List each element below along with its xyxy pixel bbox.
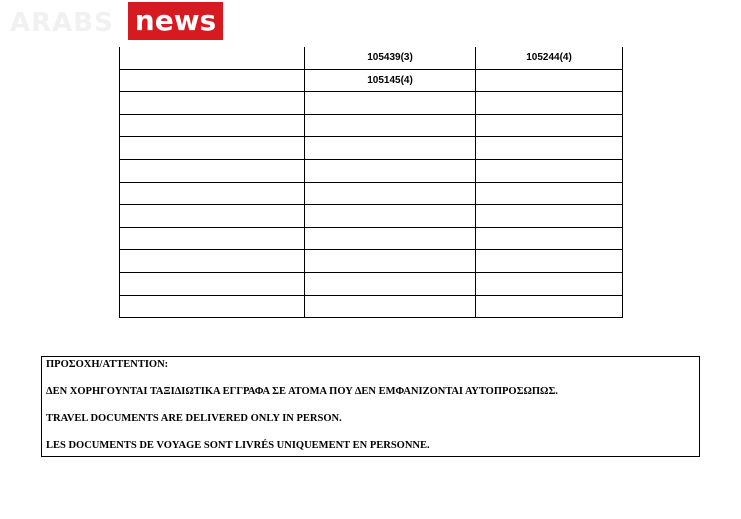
- table-cell: [476, 295, 623, 318]
- table-cell: [476, 92, 623, 115]
- logo-faded-text: ARABS: [10, 8, 114, 38]
- table-row: [120, 227, 623, 250]
- table-cell: [476, 69, 623, 92]
- table-cell: [305, 250, 476, 273]
- table-cell: 105439(3): [305, 47, 476, 69]
- attention-notice-box: [41, 356, 700, 457]
- table-cell: [305, 137, 476, 160]
- table-cell: [120, 92, 305, 115]
- table-cell: [305, 182, 476, 205]
- table-row: [120, 69, 623, 92]
- table-row: [120, 92, 623, 115]
- table-cell: [120, 250, 305, 273]
- table-row: [120, 137, 623, 160]
- logo-news-box: news: [128, 2, 223, 40]
- table-cell: [476, 250, 623, 273]
- table-cell: [120, 69, 305, 92]
- table-cell: [305, 114, 476, 137]
- table-row: [120, 47, 623, 69]
- table-cell: [120, 182, 305, 205]
- table-cell: [476, 137, 623, 160]
- arabs-news-logo: [4, 2, 224, 42]
- table-cell: [305, 205, 476, 228]
- notice-english-text: TRAVEL DOCUMENTS ARE DELIVERED ONLY IN PERSON.: [46, 413, 342, 424]
- table-row: [120, 182, 623, 205]
- table-cell: [120, 227, 305, 250]
- table-row: [120, 250, 623, 273]
- table-cell: [305, 272, 476, 295]
- table-cell: [120, 137, 305, 160]
- table-cell: [120, 47, 305, 69]
- table-cell: [120, 205, 305, 228]
- table-cell: [120, 272, 305, 295]
- table-cell: [120, 295, 305, 318]
- table-cell: [305, 159, 476, 182]
- table-cell: 105145(4): [305, 69, 476, 92]
- notice-greek-text: ΔΕΝ ΧΟΡΗΓΟΥΝΤΑΙ ΤΑΞΙΔΙΩΤΙΚΑ ΕΓΓΡΑΦΑ ΣΕ ΑΤΟΜΑ ΠΟΥ ΔΕΝ ΕΜΦΑΝΙΖΟΝΤΑΙ ΑΥΤΟΠΡΟΣΩΠΩΣ.: [46, 386, 558, 397]
- table-cell: [476, 114, 623, 137]
- table-cell: [120, 114, 305, 137]
- table-row: [120, 114, 623, 137]
- table-cell: [305, 227, 476, 250]
- table-cell: [476, 205, 623, 228]
- table-cell: [476, 227, 623, 250]
- table-cell: [305, 92, 476, 115]
- table-row: [120, 295, 623, 318]
- table-cell: 105244(4): [476, 47, 623, 69]
- table-cell: [305, 295, 476, 318]
- document-id-table: [119, 47, 623, 318]
- notice-heading: ΠΡΟΣΟΧΗ/ATTENTION:: [46, 359, 169, 370]
- notice-french-text: LES DOCUMENTS DE VOYAGE SONT LIVRÉS UNIQUEMENT EN PERSONNE.: [46, 440, 430, 451]
- table-cell: [476, 272, 623, 295]
- table-row: [120, 205, 623, 228]
- table-cell: [476, 182, 623, 205]
- table-cell: [476, 159, 623, 182]
- table-row: [120, 272, 623, 295]
- table-cell: [120, 159, 305, 182]
- table-row: [120, 159, 623, 182]
